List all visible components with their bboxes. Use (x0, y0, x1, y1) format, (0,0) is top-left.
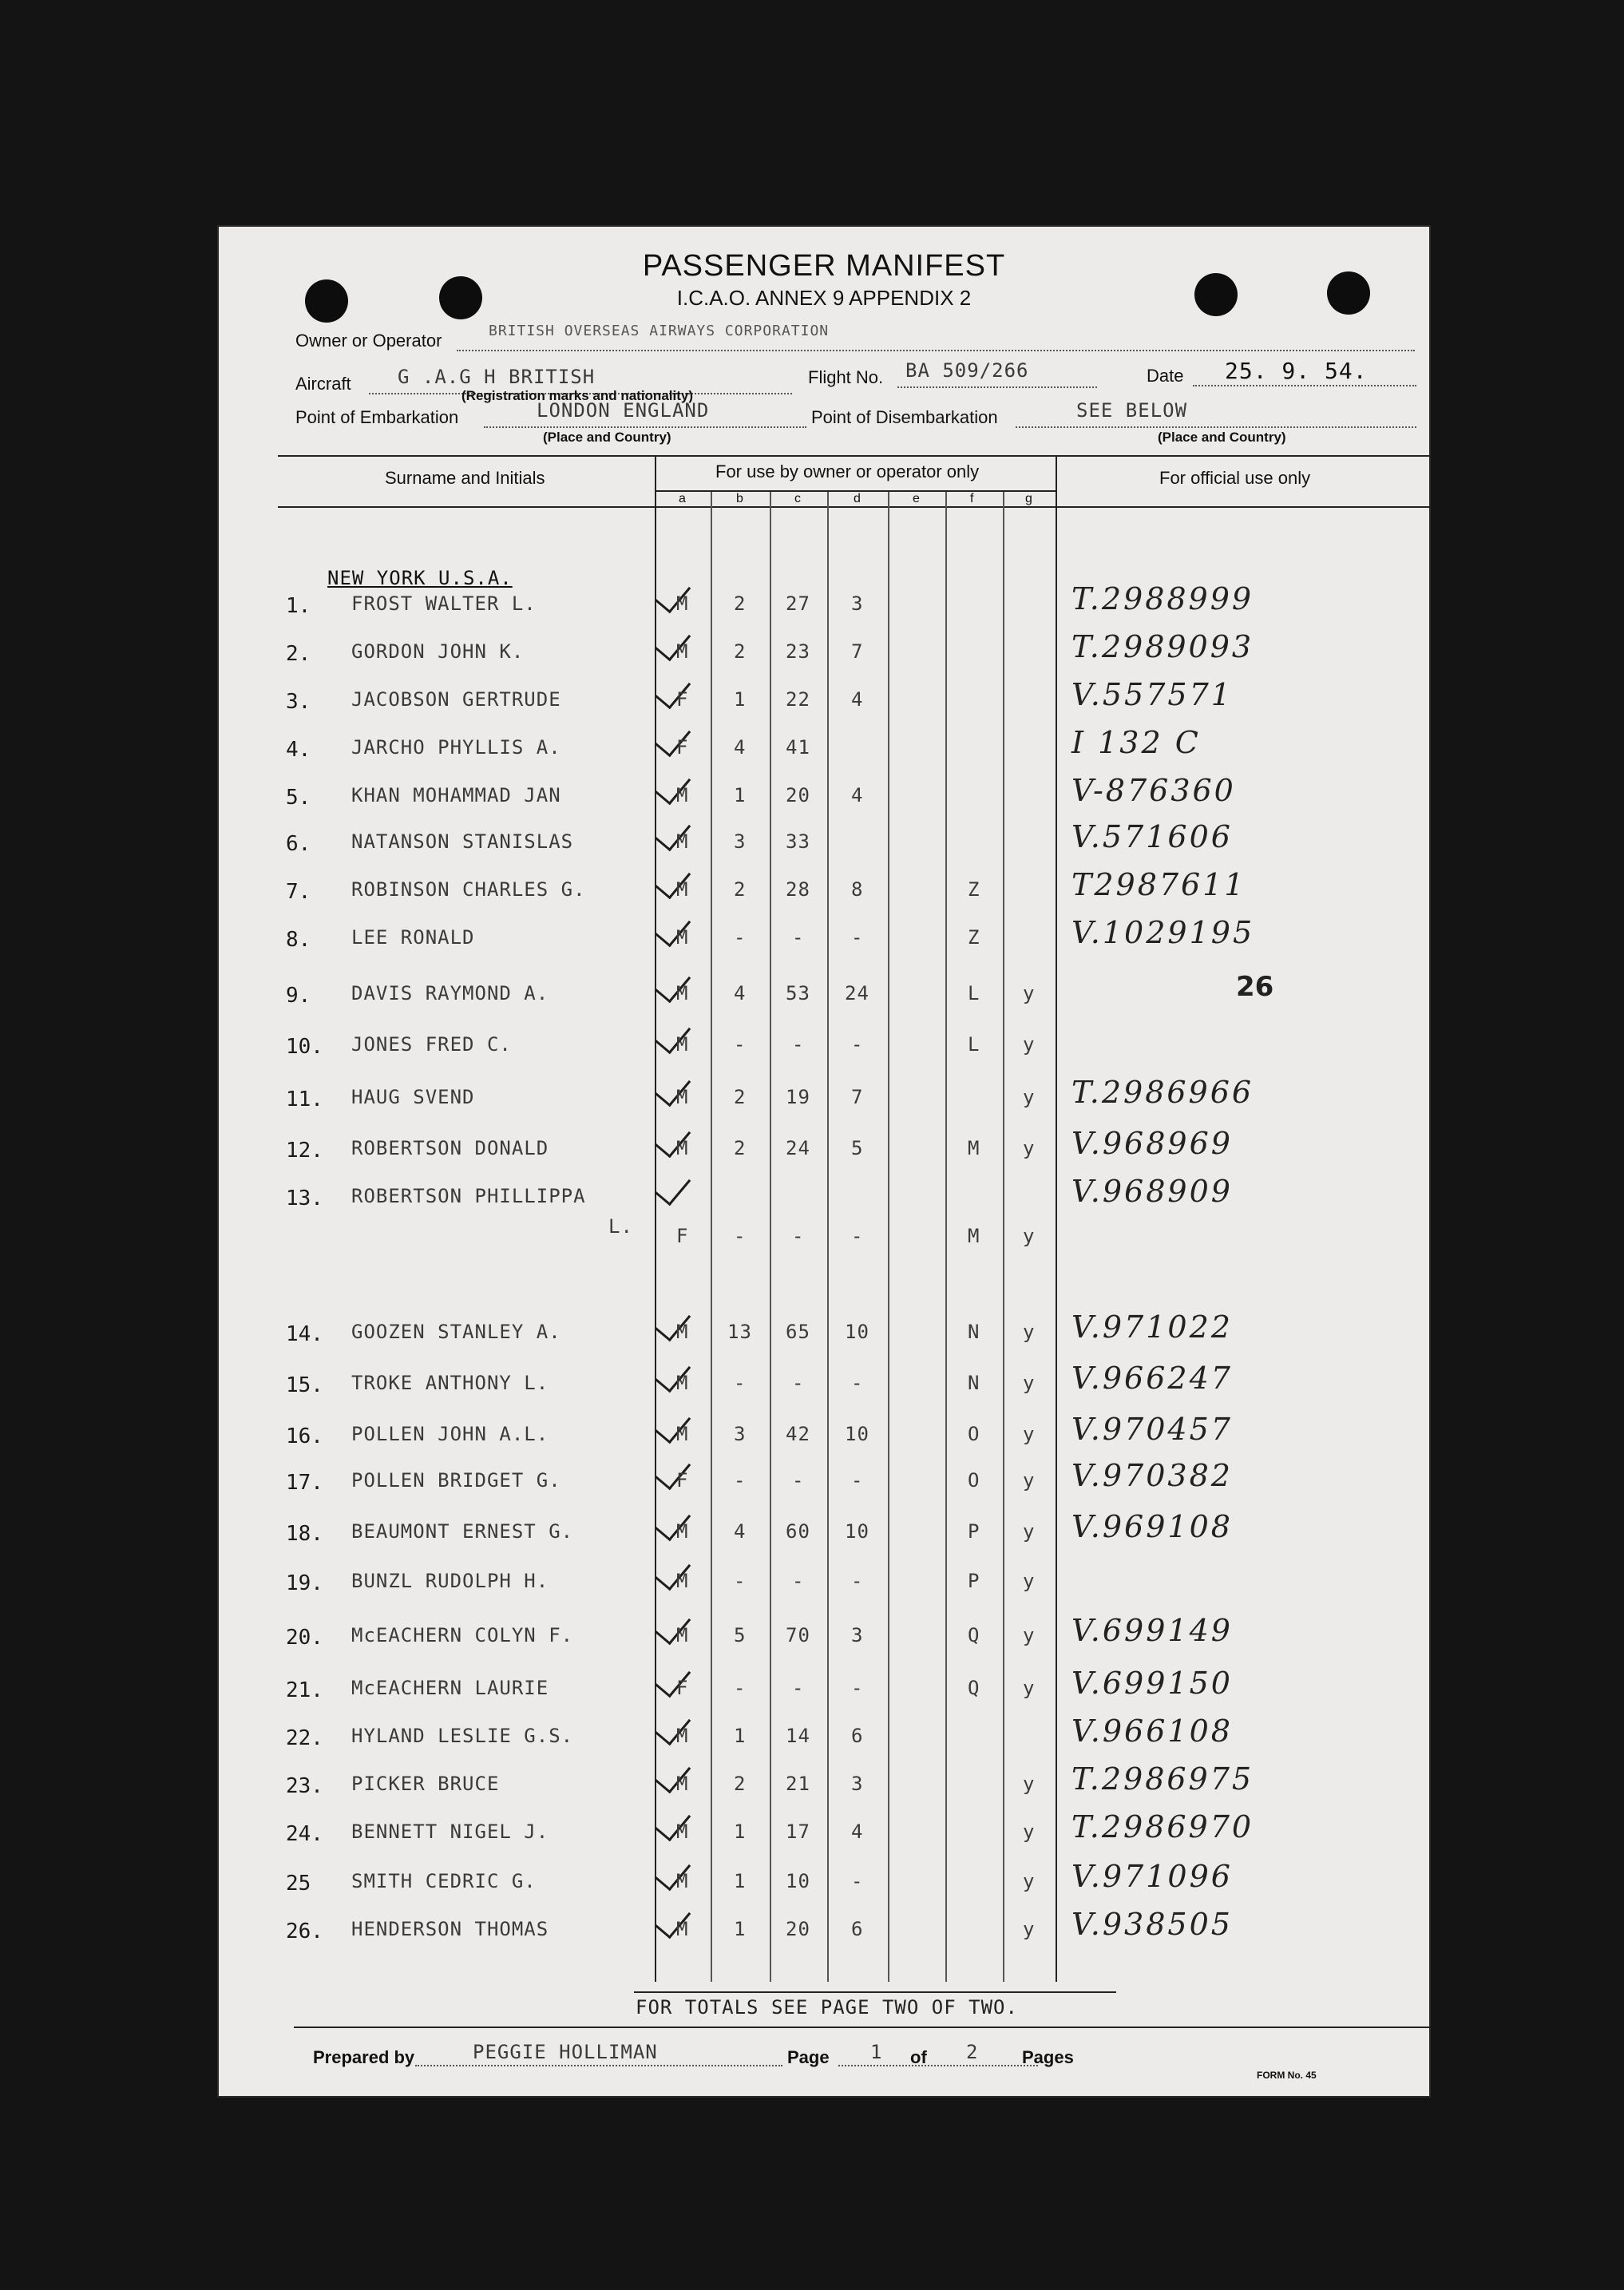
date-value: 25. 9. 54. (1225, 358, 1368, 384)
cell-b: - (734, 1570, 747, 1592)
column-divider (1003, 492, 1004, 1982)
cell-b: - (734, 1225, 747, 1247)
official-number: V-876360 (1071, 773, 1236, 808)
col-official: For official use only (1159, 468, 1311, 488)
cell-c: 53 (786, 982, 810, 1004)
page-value: 1 (870, 2041, 883, 2063)
cell-g: y (1023, 1033, 1036, 1056)
cell-c: - (792, 1677, 805, 1699)
sub-column-letter: c (794, 492, 801, 505)
passenger-name-cont: L. (608, 1215, 633, 1238)
cell-f: Z (968, 878, 980, 901)
cell-b: - (734, 1033, 747, 1056)
passenger-name: PICKER BRUCE (351, 1773, 500, 1795)
cell-d: - (851, 1469, 864, 1492)
sub-column-letter: a (679, 492, 686, 505)
row-number: 8. (286, 928, 311, 952)
cell-d: - (851, 1677, 864, 1699)
cell-a: F (676, 736, 689, 759)
passenger-name: JONES FRED C. (351, 1033, 512, 1056)
cell-g: y (1023, 1677, 1036, 1699)
cell-d: - (851, 926, 864, 949)
cell-f: O (968, 1469, 980, 1492)
cell-g: y (1023, 1423, 1036, 1445)
cell-d: - (851, 1033, 864, 1056)
cell-c: 22 (786, 688, 810, 711)
row-number: 4. (286, 738, 311, 762)
cell-c: 70 (786, 1624, 810, 1646)
column-divider (711, 492, 712, 1982)
cell-c: 60 (786, 1520, 810, 1543)
official-number: T.2989093 (1071, 629, 1254, 664)
cell-b: 2 (734, 640, 747, 663)
date-dots (1193, 385, 1416, 386)
cell-a: F (676, 1469, 689, 1492)
row-number: 1. (286, 594, 311, 618)
embarkation-dots (484, 426, 806, 428)
passenger-name: JACOBSON GERTRUDE (351, 688, 561, 711)
sub-column-letter: d (854, 492, 861, 505)
official-number: V.1029195 (1071, 915, 1255, 950)
cell-d: 4 (851, 784, 864, 806)
cell-g: y (1023, 1821, 1036, 1843)
row-number: 14. (286, 1322, 323, 1346)
cell-f: Q (968, 1677, 980, 1699)
passenger-name: HAUG SVEND (351, 1086, 475, 1108)
cell-g: y (1023, 1086, 1036, 1108)
official-number: V.571606 (1071, 819, 1233, 854)
passenger-name: TROKE ANTHONY L. (351, 1372, 549, 1394)
row-number: 19. (286, 1571, 323, 1595)
cell-g: y (1023, 1870, 1036, 1892)
official-number: 26 (1236, 971, 1274, 1003)
cell-g: y (1023, 1225, 1036, 1247)
totals-top-rule (634, 1991, 1116, 1993)
cell-b: - (734, 1469, 747, 1492)
cell-d: 10 (845, 1520, 869, 1543)
passenger-name: POLLEN JOHN A.L. (351, 1423, 549, 1445)
passenger-name: POLLEN BRIDGET G. (351, 1469, 561, 1492)
cell-c: 23 (786, 640, 810, 663)
official-number: V.699150 (1071, 1666, 1233, 1701)
cell-b: 13 (727, 1321, 752, 1343)
page-label: Page (787, 2047, 830, 2067)
cell-a: F (676, 1677, 689, 1699)
cell-c: - (792, 1033, 805, 1056)
cell-b: 4 (734, 736, 747, 759)
form-number: FORM No. 45 (1257, 2070, 1317, 2081)
check-mark (655, 1168, 691, 1206)
cell-f: Q (968, 1624, 980, 1646)
cell-d: 7 (851, 640, 864, 663)
cell-d: 6 (851, 1918, 864, 1940)
footer-rule (294, 2027, 1431, 2028)
cell-d: - (851, 1570, 864, 1592)
row-number: 25 (286, 1872, 311, 1896)
official-number: V.968909 (1071, 1174, 1233, 1209)
cell-c: 20 (786, 784, 810, 806)
cell-b: - (734, 1372, 747, 1394)
cell-d: 10 (845, 1423, 869, 1445)
official-number: T.2986966 (1071, 1075, 1254, 1110)
cell-c: 14 (786, 1725, 810, 1747)
cell-d: - (851, 1372, 864, 1394)
passenger-name: GORDON JOHN K. (351, 640, 525, 663)
cell-a: M (676, 1570, 689, 1592)
cell-c: 33 (786, 830, 810, 853)
official-number: V.938505 (1071, 1907, 1233, 1942)
of-label: of (910, 2047, 927, 2067)
cell-d: 3 (851, 592, 864, 615)
cell-f: M (968, 1225, 980, 1247)
cell-a: M (676, 1821, 689, 1843)
column-divider (770, 492, 771, 1982)
cell-d: 3 (851, 1624, 864, 1646)
row-number: 9. (286, 984, 311, 1008)
official-number: V.970457 (1071, 1412, 1233, 1447)
cell-g: y (1023, 1624, 1036, 1646)
cell-a: M (676, 830, 689, 853)
row-number: 17. (286, 1471, 323, 1495)
embarkation-note: (Place and Country) (543, 430, 671, 445)
cell-a: M (676, 1321, 689, 1343)
totals-note: FOR TOTALS SEE PAGE TWO OF TWO. (636, 1996, 1018, 2019)
cell-a: M (676, 982, 689, 1004)
cell-c: 28 (786, 878, 810, 901)
cell-d: 6 (851, 1725, 864, 1747)
owner-label: Owner or Operator (295, 331, 442, 351)
cell-b: 1 (734, 784, 747, 806)
cell-f: Z (968, 926, 980, 949)
passenger-name: BENNETT NIGEL J. (351, 1821, 549, 1843)
flight-label: Flight No. (808, 367, 884, 387)
disembarkation-dots (1016, 426, 1416, 428)
cell-a: M (676, 1624, 689, 1646)
column-divider (888, 492, 889, 1982)
cell-a: F (676, 1225, 689, 1247)
official-number: V.966247 (1071, 1361, 1233, 1396)
cell-b: 1 (734, 1821, 747, 1843)
passenger-name: FROST WALTER L. (351, 592, 537, 615)
cell-b: 2 (734, 1773, 747, 1795)
row-number: 3. (286, 690, 311, 714)
row-number: 2. (286, 642, 311, 666)
cell-b: 2 (734, 878, 747, 901)
pages-label: Pages (1022, 2047, 1074, 2067)
row-number: 7. (286, 880, 311, 904)
cell-a: M (676, 1423, 689, 1445)
row-number: 26. (286, 1920, 323, 1943)
table-top-rule (278, 455, 1431, 457)
row-number: 23. (286, 1774, 323, 1798)
passenger-name: ROBERTSON PHILLIPPA (351, 1185, 586, 1207)
row-number: 15. (286, 1373, 323, 1397)
cell-f: N (968, 1372, 980, 1394)
aircraft-value: G .A.G H BRITISH (398, 366, 596, 388)
aircraft-note: (Registration marks and nationality) (461, 388, 693, 403)
cell-a: M (676, 878, 689, 901)
official-number: V.966108 (1071, 1714, 1233, 1749)
cell-b: - (734, 1677, 747, 1699)
cell-b: 1 (734, 1725, 747, 1747)
cell-f: M (968, 1137, 980, 1159)
passenger-name: ROBERTSON DONALD (351, 1137, 549, 1159)
cell-f: N (968, 1321, 980, 1343)
flight-value: BA 509/266 (905, 359, 1029, 382)
disembarkation-label: Point of Disembarkation (811, 407, 998, 427)
embarkation-value: LONDON ENGLAND (537, 399, 710, 422)
row-number: 11. (286, 1088, 323, 1111)
cell-a: M (676, 1086, 689, 1108)
row-number: 21. (286, 1678, 323, 1702)
cell-g: y (1023, 1773, 1036, 1795)
cell-f: O (968, 1423, 980, 1445)
row-number: 22. (286, 1726, 323, 1750)
cell-b: 4 (734, 982, 747, 1004)
cell-c: 42 (786, 1423, 810, 1445)
cell-a: M (676, 1137, 689, 1159)
cell-b: 2 (734, 1137, 747, 1159)
manifest-page (217, 225, 1431, 2098)
row-number: 20. (286, 1626, 323, 1650)
official-number: V.969108 (1071, 1509, 1233, 1544)
sub-column-letter: e (913, 492, 920, 505)
passenger-name: BUNZL RUDOLPH H. (351, 1570, 549, 1592)
row-number: 5. (286, 786, 311, 810)
form-subtitle: I.C.A.O. ANNEX 9 APPENDIX 2 (676, 286, 972, 310)
embarkation-label: Point of Embarkation (295, 407, 459, 427)
cell-d: 4 (851, 688, 864, 711)
passenger-name: LEE RONALD (351, 926, 475, 949)
cell-a: M (676, 640, 689, 663)
row-number: 24. (286, 1822, 323, 1846)
passenger-name: JARCHO PHYLLIS A. (351, 736, 561, 759)
cell-c: - (792, 926, 805, 949)
cell-b: - (734, 926, 747, 949)
sub-column-letter: g (1025, 492, 1032, 505)
cell-c: 21 (786, 1773, 810, 1795)
cell-c: 20 (786, 1918, 810, 1940)
passenger-name: GOOZEN STANLEY A. (351, 1321, 561, 1343)
official-number: V.557571 (1071, 677, 1233, 712)
official-number: T.2986975 (1071, 1761, 1254, 1797)
cell-a: M (676, 1918, 689, 1940)
col-owner: For use by owner or operator only (715, 462, 980, 481)
cell-c: - (792, 1469, 805, 1492)
cell-a: M (676, 784, 689, 806)
official-number: V.968969 (1071, 1126, 1233, 1161)
official-number: V.970382 (1071, 1458, 1233, 1493)
cell-f: P (968, 1520, 980, 1543)
cell-d: 5 (851, 1137, 864, 1159)
sub-column-letter: b (736, 492, 743, 505)
cell-g: y (1023, 1570, 1036, 1592)
cell-a: M (676, 1725, 689, 1747)
passenger-name: HYLAND LESLIE G.S. (351, 1725, 574, 1747)
date-label: Date (1147, 366, 1184, 386)
cell-c: 65 (786, 1321, 810, 1343)
cell-b: 2 (734, 1086, 747, 1108)
cell-a: M (676, 1520, 689, 1543)
cell-c: 27 (786, 592, 810, 615)
column-divider (827, 492, 829, 1982)
passenger-name: NATANSON STANISLAS (351, 830, 574, 853)
passenger-name: McEACHERN COLYN F. (351, 1624, 574, 1646)
prepared-label: Prepared by (313, 2047, 415, 2067)
cell-a: M (676, 1773, 689, 1795)
cell-c: 17 (786, 1821, 810, 1843)
official-number: T2987611 (1071, 867, 1246, 902)
table-header-rule (278, 506, 1431, 508)
official-number: T.2986970 (1071, 1809, 1254, 1844)
cell-a: F (676, 688, 689, 711)
column-divider (945, 492, 947, 1982)
disembarkation-value: SEE BELOW (1076, 399, 1188, 422)
passenger-name: McEACHERN LAURIE (351, 1677, 549, 1699)
cell-b: 3 (734, 1423, 747, 1445)
cell-d: 3 (851, 1773, 864, 1795)
passenger-name: BEAUMONT ERNEST G. (351, 1520, 574, 1543)
cell-b: 2 (734, 592, 747, 615)
cell-b: 5 (734, 1624, 747, 1646)
cell-c: 10 (786, 1870, 810, 1892)
passenger-name: DAVIS RAYMOND A. (351, 982, 549, 1004)
owner-dots (457, 350, 1415, 351)
official-number: V.971022 (1071, 1309, 1233, 1345)
official-number: V.699149 (1071, 1613, 1233, 1648)
cell-a: M (676, 926, 689, 949)
column-divider (1056, 457, 1057, 1982)
cell-g: y (1023, 1918, 1036, 1940)
cell-d: 24 (845, 982, 869, 1004)
official-number: V.971096 (1071, 1859, 1233, 1894)
prepared-value: PEGGIE HOLLIMAN (473, 2041, 658, 2063)
row-number: 12. (286, 1139, 323, 1163)
row-number: 16. (286, 1424, 323, 1448)
cell-c: 41 (786, 736, 810, 759)
cell-d: - (851, 1870, 864, 1892)
row-number: 6. (286, 832, 311, 856)
cell-g: y (1023, 1520, 1036, 1543)
row-number: 13. (286, 1187, 323, 1210)
cell-b: 1 (734, 688, 747, 711)
column-divider (655, 457, 656, 1982)
of-value: 2 (966, 2041, 979, 2063)
cell-d: - (851, 1225, 864, 1247)
official-number: T.2988999 (1071, 581, 1254, 616)
row-number: 18. (286, 1522, 323, 1546)
official-number: I 132 C (1071, 725, 1201, 760)
cell-g: y (1023, 1372, 1036, 1394)
row-number: 10. (286, 1035, 323, 1059)
passenger-name: ROBINSON CHARLES G. (351, 878, 586, 901)
cell-f: P (968, 1570, 980, 1592)
cell-a: M (676, 1870, 689, 1892)
col-surname: Surname and Initials (385, 468, 545, 488)
page-dots (838, 2065, 1038, 2066)
cell-b: 1 (734, 1918, 747, 1940)
owner-value: BRITISH OVERSEAS AIRWAYS CORPORATION (489, 323, 830, 339)
cell-d: 7 (851, 1086, 864, 1108)
cell-d: 10 (845, 1321, 869, 1343)
aircraft-label: Aircraft (295, 374, 351, 394)
cell-a: M (676, 592, 689, 615)
cell-d: 8 (851, 878, 864, 901)
cell-d: 4 (851, 1821, 864, 1843)
cell-c: 19 (786, 1086, 810, 1108)
cell-b: 3 (734, 830, 747, 853)
cell-f: L (968, 982, 980, 1004)
destination-heading: NEW YORK U.S.A. (327, 567, 513, 589)
cell-g: y (1023, 1321, 1036, 1343)
prepared-dots (415, 2065, 782, 2066)
cell-c: - (792, 1570, 805, 1592)
cell-g: y (1023, 1137, 1036, 1159)
passenger-name: KHAN MOHAMMAD JAN (351, 784, 561, 806)
passenger-name: SMITH CEDRIC G. (351, 1870, 537, 1892)
cell-a: M (676, 1033, 689, 1056)
passenger-name: HENDERSON THOMAS (351, 1918, 549, 1940)
cell-c: - (792, 1372, 805, 1394)
cell-b: 4 (734, 1520, 747, 1543)
cell-g: y (1023, 1469, 1036, 1492)
sub-column-letter: f (970, 492, 974, 505)
cell-f: L (968, 1033, 980, 1056)
cell-b: 1 (734, 1870, 747, 1892)
cell-g: y (1023, 982, 1036, 1004)
flight-dots (897, 386, 1097, 388)
cell-c: 24 (786, 1137, 810, 1159)
form-title: PASSENGER MANIFEST (642, 249, 1006, 283)
cell-c: - (792, 1225, 805, 1247)
disembarkation-note: (Place and Country) (1158, 430, 1286, 445)
cell-a: M (676, 1372, 689, 1394)
